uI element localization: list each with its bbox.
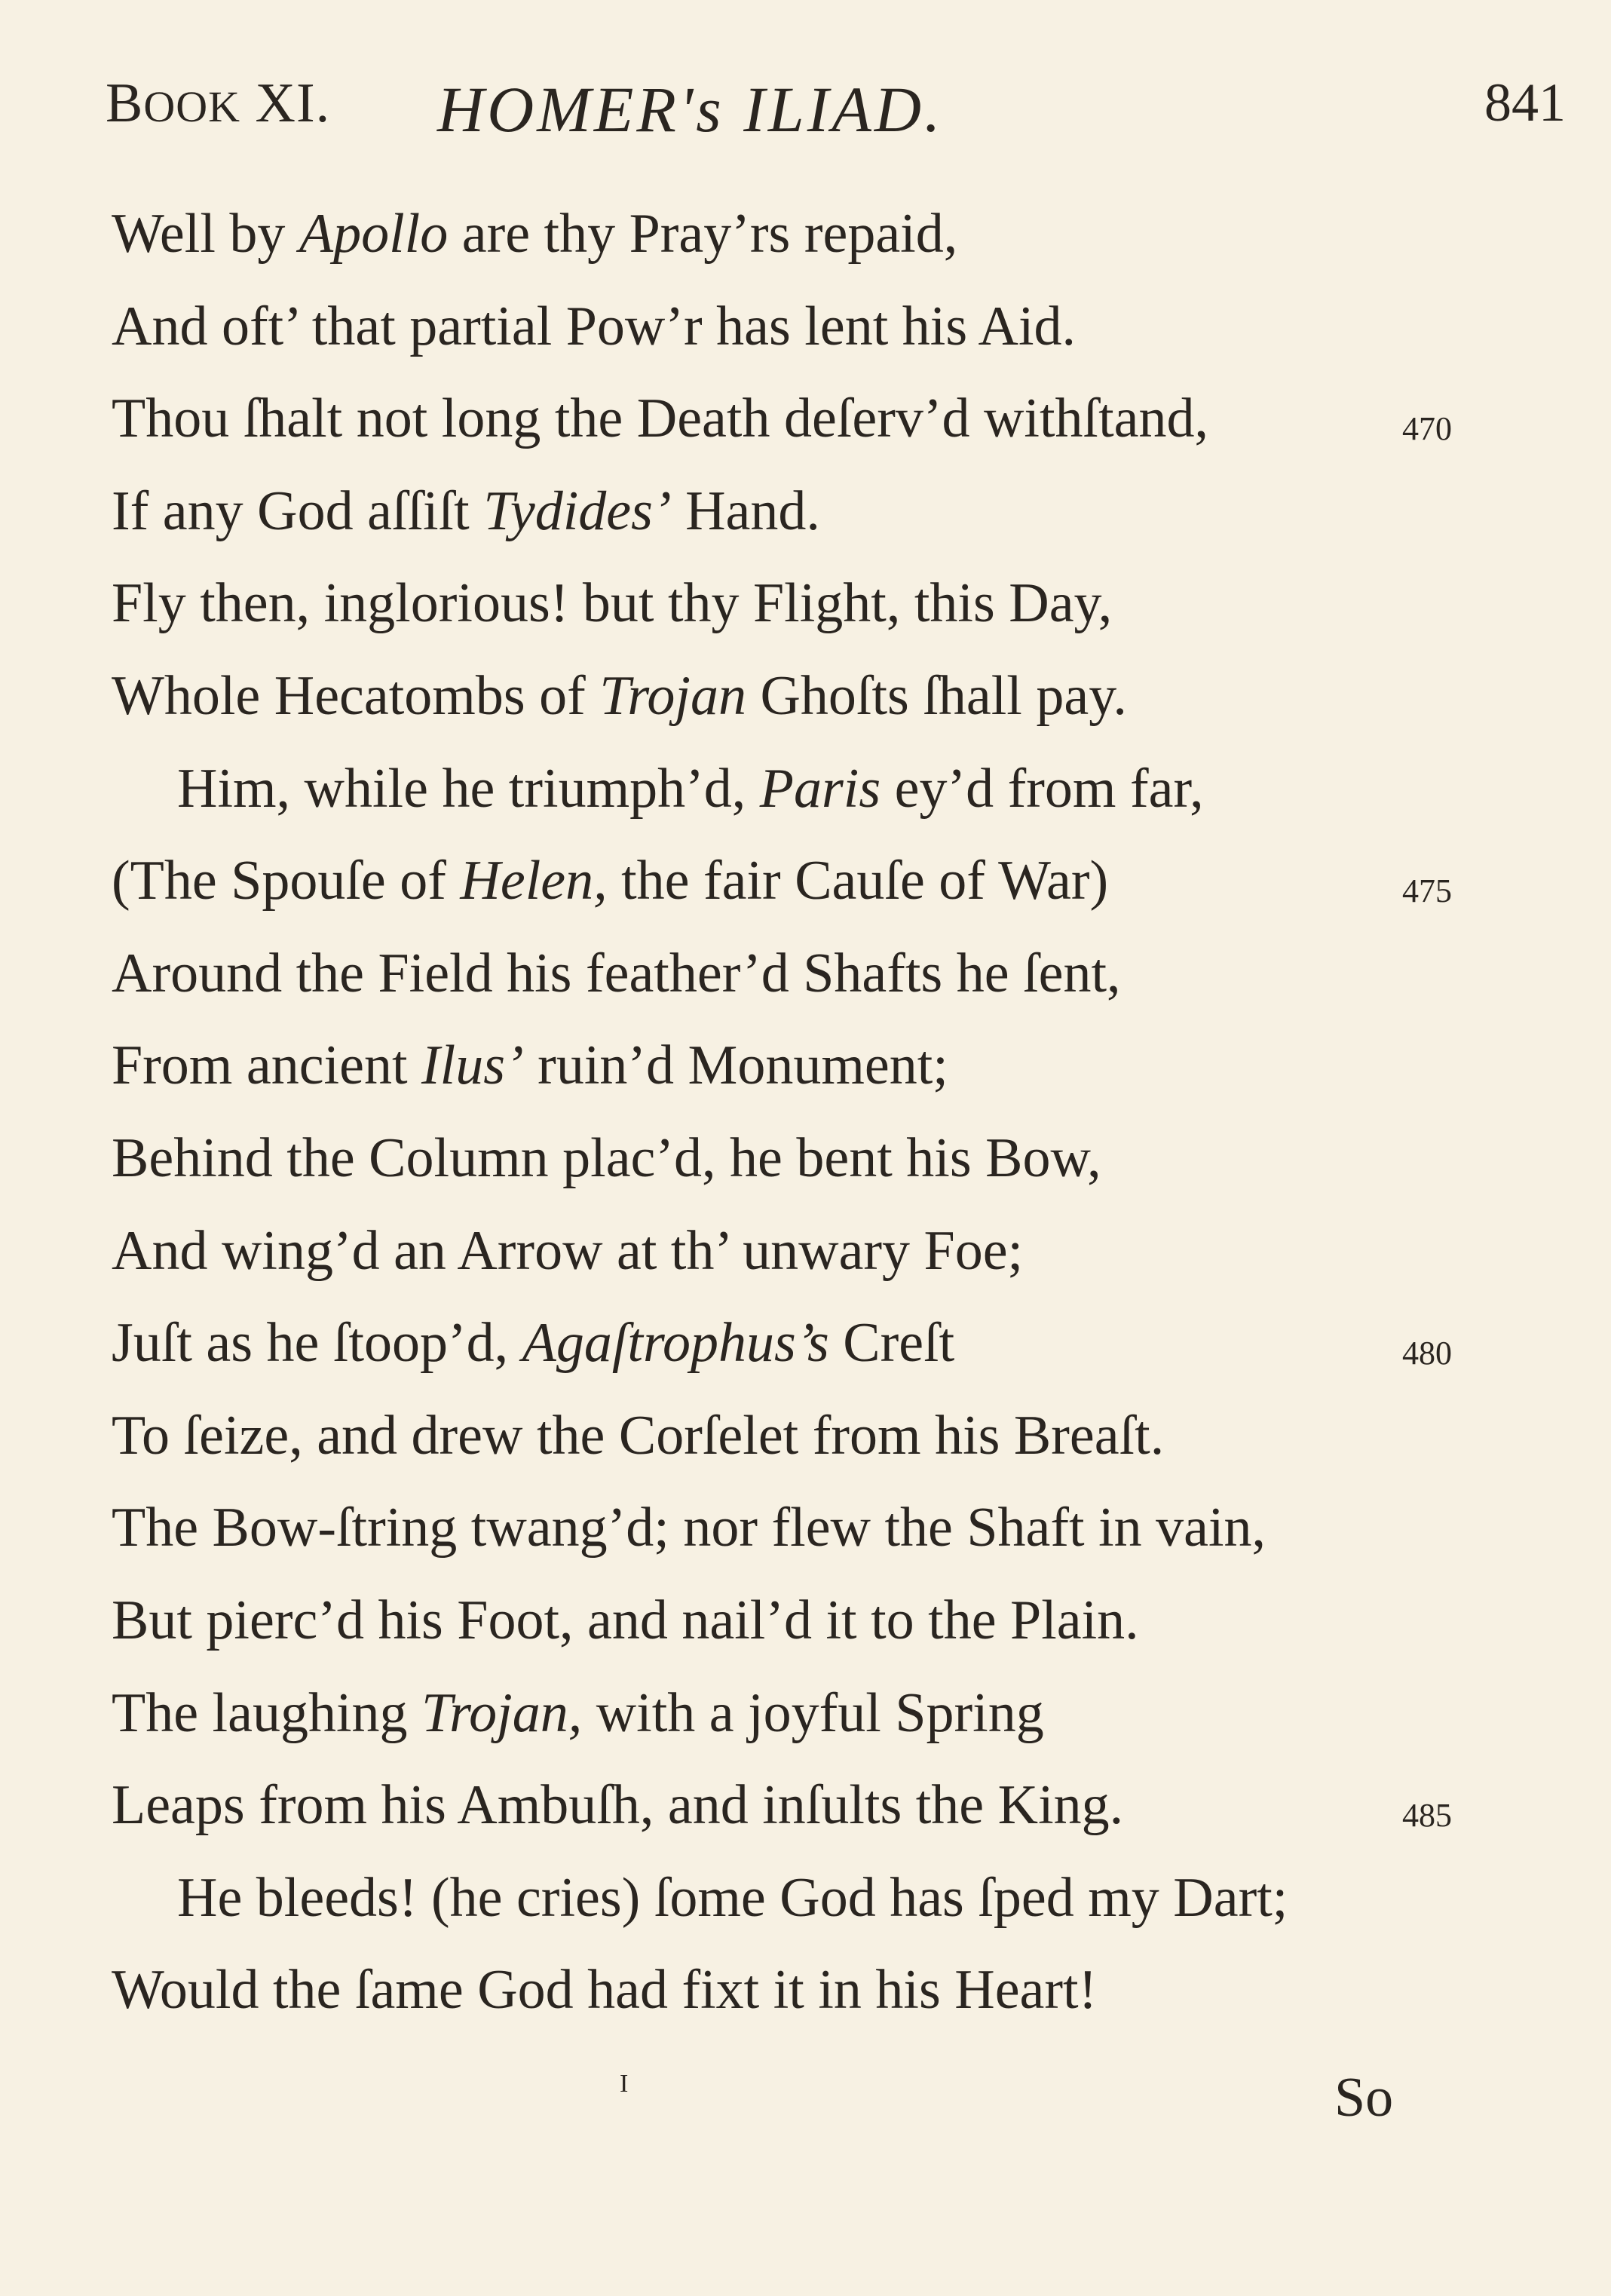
- verse-italic-segment: Trojan: [599, 665, 746, 727]
- line-number: 475: [1402, 872, 1452, 909]
- verse-line: [112, 1034, 948, 1098]
- verse-segment: Juſt as he ſtoop’d,: [112, 1312, 522, 1374]
- verse-line: [112, 202, 957, 266]
- verse-italic-segment: Agaſtrophus’s: [522, 1312, 829, 1374]
- verse-segment: (The Spouſe of: [112, 850, 461, 912]
- book-label-number: XI.: [240, 72, 331, 134]
- verse-segment: And oft’ that partial Pow’r has lent his Aid.: [112, 296, 1077, 357]
- verse-segment: Fly then, inglorious! but thy Flight, this Day,: [112, 572, 1113, 634]
- running-title: HOMER's ILIAD.: [437, 73, 944, 146]
- verse-line: [177, 757, 1204, 821]
- line-number: 480: [1402, 1335, 1452, 1372]
- verse-segment: ey’d from far,: [881, 758, 1204, 820]
- verse-segment: He bleeds! (he cries) ſome God has ſped my Dart;: [177, 1867, 1288, 1929]
- verse-line: [112, 480, 820, 544]
- verse-italic-segment: Tydides’: [483, 480, 672, 542]
- verse-segment: Whole Hecatombs of: [112, 665, 600, 727]
- verse-segment: The laughing: [112, 1682, 422, 1744]
- verse-segment: the fair Cauſe of War): [607, 850, 1109, 912]
- verse-line: [112, 664, 1127, 728]
- verse-line: [112, 1773, 1123, 1838]
- running-header: [106, 72, 1581, 162]
- line-number: 470: [1402, 410, 1452, 447]
- verse-segment: with a joyful Spring: [582, 1682, 1044, 1744]
- verse-segment: Behind the Column plac’d, he bent his Bow,: [112, 1127, 1101, 1189]
- verse-segment: And wing’d an Arrow at th’ unwary Foe;: [112, 1220, 1024, 1282]
- book-label-initial: B: [106, 72, 144, 134]
- verse-segment: From ancient: [112, 1035, 422, 1096]
- verse-segment: The Bow-ſtring twang’d; nor flew the Shaft in vain,: [112, 1497, 1266, 1559]
- verse-line: [112, 1496, 1266, 1560]
- verse-segment: Well by: [112, 203, 299, 265]
- verse-segment: Him, while he triumph’d,: [177, 758, 760, 820]
- book-label-smallcaps: OOK: [143, 82, 241, 131]
- verse-line: [112, 1404, 1164, 1468]
- verse-line: [112, 295, 1076, 359]
- signature-mark: I: [620, 2070, 629, 2098]
- verse-segment: If any God aſſiſt: [112, 480, 484, 542]
- verse-line: [177, 1866, 1288, 1930]
- verse-italic-segment: Paris: [759, 758, 881, 820]
- verse-segment: But pierc’d his Foot, and nail’d it to the Plain.: [112, 1589, 1139, 1651]
- verse-segment: Thou ſhalt not long the Death deſerv’d withſtand,: [112, 388, 1208, 449]
- verse-italic-segment: Trojan,: [421, 1682, 583, 1744]
- verse-line: [112, 1681, 1044, 1746]
- verse-line: [112, 1127, 1101, 1191]
- verse-segment: Hand.: [671, 480, 820, 542]
- verse-segment: Would the ſame God had fixt it in his Heart!: [112, 1959, 1098, 2021]
- verse-line: [112, 1219, 1023, 1283]
- verse-segment: Around the Field his feather’d Shafts he ſent,: [112, 943, 1121, 1004]
- verse-line: [112, 942, 1121, 1006]
- line-number: 485: [1402, 1797, 1452, 1834]
- verse-segment: To ſeize, and drew the Corſelet from his Breaſt.: [112, 1405, 1165, 1467]
- verse-line: [112, 387, 1208, 451]
- verse-segment: Creſt: [828, 1312, 955, 1374]
- verse-italic-segment: Helen,: [460, 850, 608, 912]
- catchword: So: [1334, 2067, 1394, 2129]
- verse-segment: Leaps from his Ambuſh, and inſults the King.: [112, 1774, 1124, 1836]
- page-number: 841: [1484, 72, 1566, 133]
- verse-segment: Ghoſts ſhall pay.: [746, 665, 1127, 727]
- verse-line: [112, 1958, 1097, 2022]
- verse-line: [112, 1589, 1139, 1653]
- verse-segment: are thy Pray’rs repaid,: [448, 203, 958, 265]
- verse-segment: ruin’d Monument;: [523, 1035, 948, 1096]
- verse-italic-segment: Apollo: [299, 203, 449, 265]
- book-label: [106, 72, 330, 136]
- verse-italic-segment: Ilus’: [421, 1035, 524, 1096]
- verse-line: [112, 1311, 954, 1375]
- verse-line: [112, 572, 1112, 636]
- verse-line: [112, 849, 1108, 913]
